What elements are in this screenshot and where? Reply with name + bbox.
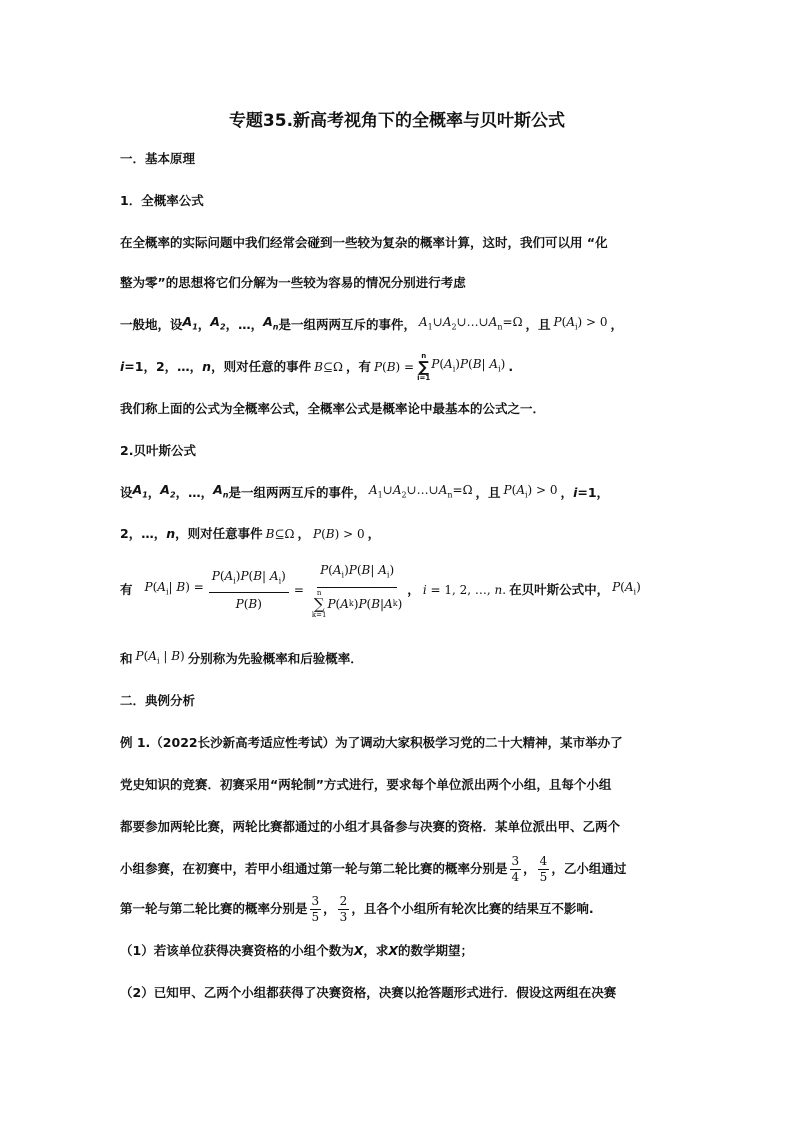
text: ， (560, 485, 574, 500)
page-title: 专题35.新高考视角下的全概率与贝叶斯公式 (228, 111, 566, 131)
total-probability-terms: $P(A_i)P(B|$ $A_i$) (431, 357, 506, 374)
text: 分别称为先验概率和后验概率． (187, 651, 363, 666)
text: . (508, 359, 514, 374)
var-an: $A_n$ (263, 314, 279, 332)
paragraph-line: 在全概率的实际问题中我们经常会碰到一些较为复杂的概率计算，这时，我们可以用 “化 (120, 235, 608, 250)
subheading-bayes: 2.贝叶斯公式 (120, 443, 196, 458)
definition-line (120, 314, 680, 336)
text: 的数学期望； (398, 943, 474, 958)
text: 小组参赛，在初赛中，若甲小组通过第一轮与第二轮比赛的概率分别是 (120, 861, 508, 876)
prior-formula: $P(A_i)$ (612, 580, 641, 597)
bayes-fraction-2: $P(A_i)P(B|$ $A_i$) n ∑ k=1 P ( A k ) P ( B | A k ) (311, 563, 403, 619)
fraction: $\frac{3}{5}$ (311, 893, 320, 924)
section-heading-examples: 二．典例分析 (120, 693, 196, 708)
positive-prob-formula: $P(A_i) > 0$ (503, 483, 558, 500)
paragraph-line: 我们称上面的公式为全概率公式，全概率公式是概率论中最基本的公式之一． (120, 401, 546, 416)
bayes-definition-line (120, 523, 680, 545)
question-1 (120, 940, 680, 962)
text: ， (407, 582, 420, 597)
fraction: $\frac{3}{4}$ (511, 853, 520, 884)
paragraph-line: 整为零”的思想将它们分解为一些较为容易的情况分别进行考虑 (120, 275, 466, 290)
text: ， (323, 901, 336, 916)
text: ， (523, 861, 536, 876)
var-n: n (166, 526, 176, 541)
fraction: $\frac{4}{5}$ (539, 853, 548, 884)
bayes-fraction-1: $P(A_i)P(B|$ $A_i$) P ( B ) (209, 567, 289, 613)
text: 一般地，设 (120, 317, 183, 332)
text: ，且各个小组所有轮次比赛的结果互不影响. (351, 901, 594, 916)
example-line: 党史知识的竞赛．初赛采用“两轮制”方式进行，要求每个单位派出两个小组，且每个小组 (120, 777, 612, 792)
text: ， (197, 317, 211, 332)
text: ，…， (175, 485, 214, 500)
text: ，则对任意的事件 (211, 359, 312, 374)
text: =1， (577, 485, 610, 500)
var-i: i (573, 485, 578, 500)
summation-sign: n ∑ i=1 (417, 351, 431, 382)
var-x: X (353, 943, 364, 958)
subheading-total-probability: 1．全概率公式 (120, 193, 204, 208)
text: ，且 (525, 317, 551, 332)
var-a1: $A_1$ (182, 314, 198, 332)
text: ，…， (225, 317, 264, 332)
text: ，则对任意事件 (175, 526, 263, 541)
text: ，乙小组通过 (551, 861, 627, 876)
total-probability-formula: P(B) = (373, 360, 415, 374)
index-range: i = 1, 2, …, n. (422, 583, 507, 597)
var-an: $A_n$ (213, 482, 229, 500)
text: ， (367, 526, 381, 541)
var-a1: $A_1$ (132, 482, 148, 500)
posterior-formula: $P(A_i$ | B) (135, 649, 185, 666)
text: 2，…， (120, 526, 167, 541)
subset-formula: B⊆Ω (265, 527, 295, 541)
text: ，且 (475, 485, 501, 500)
bayes-lhs: $P(A_i|$ B) = (144, 580, 204, 597)
text: 在贝叶斯公式中， (509, 582, 610, 597)
equals-sign: = (293, 583, 304, 597)
example-line: 例 1.（2022长沙新高考适应性考试）为了调动大家积极学习党的二十大精神，某市举办了 (120, 735, 623, 750)
text: 第一轮与第二轮比赛的概率分别是 (120, 901, 308, 916)
text: （1）若该单位获得决赛资格的小组个数为 (120, 943, 354, 958)
example-line (120, 892, 680, 926)
bayes-formula-line (120, 563, 680, 619)
example-line: 都要参加两轮比赛，两轮比赛都通过的小组才具备参与决赛的资格．某单位派出甲、乙两个 (120, 819, 621, 834)
text: 是一组两两互斥的事件， (278, 317, 416, 332)
var-a2: $A_2$ (210, 314, 226, 332)
definition-line (120, 351, 680, 382)
example-line (120, 852, 680, 886)
text: ， (610, 317, 624, 332)
text: 和 (120, 651, 133, 666)
section-heading-principles: 一．基本原理 (120, 151, 196, 166)
positive-b-formula: P(B) > 0 (312, 527, 365, 541)
subset-formula: B⊆Ω (314, 360, 343, 374)
text: ， (297, 526, 310, 541)
fraction: $\frac{2}{3}$ (339, 893, 348, 924)
var-a2: $A_2$ (160, 482, 176, 500)
paragraph-line (120, 648, 680, 670)
text: ，求 (363, 943, 389, 958)
var-n: n (202, 359, 212, 374)
var-x: X (388, 943, 398, 958)
union-formula: $A_1\cup A_2\cup\dots\cup A_n=\Omega$ (418, 315, 523, 332)
union-formula: $A_1\cup A_2\cup\dots\cup A_n=\Omega$ (368, 483, 473, 500)
text: 设 (120, 485, 133, 500)
text: ， (147, 485, 161, 500)
question-2: （2）已知甲、乙两个小组都获得了决赛资格，决赛以抢答题形式进行．假设这两组在决赛 (120, 985, 617, 1000)
var-i: i (120, 359, 125, 374)
positive-prob-formula: $P(A_i) > 0$ (553, 315, 608, 332)
text: =1，2，…， (124, 359, 203, 374)
text: ，有 (345, 359, 371, 374)
text: 是一组两两互斥的事件， (228, 485, 366, 500)
text: 有 (120, 582, 133, 597)
bayes-definition-line (120, 482, 680, 504)
